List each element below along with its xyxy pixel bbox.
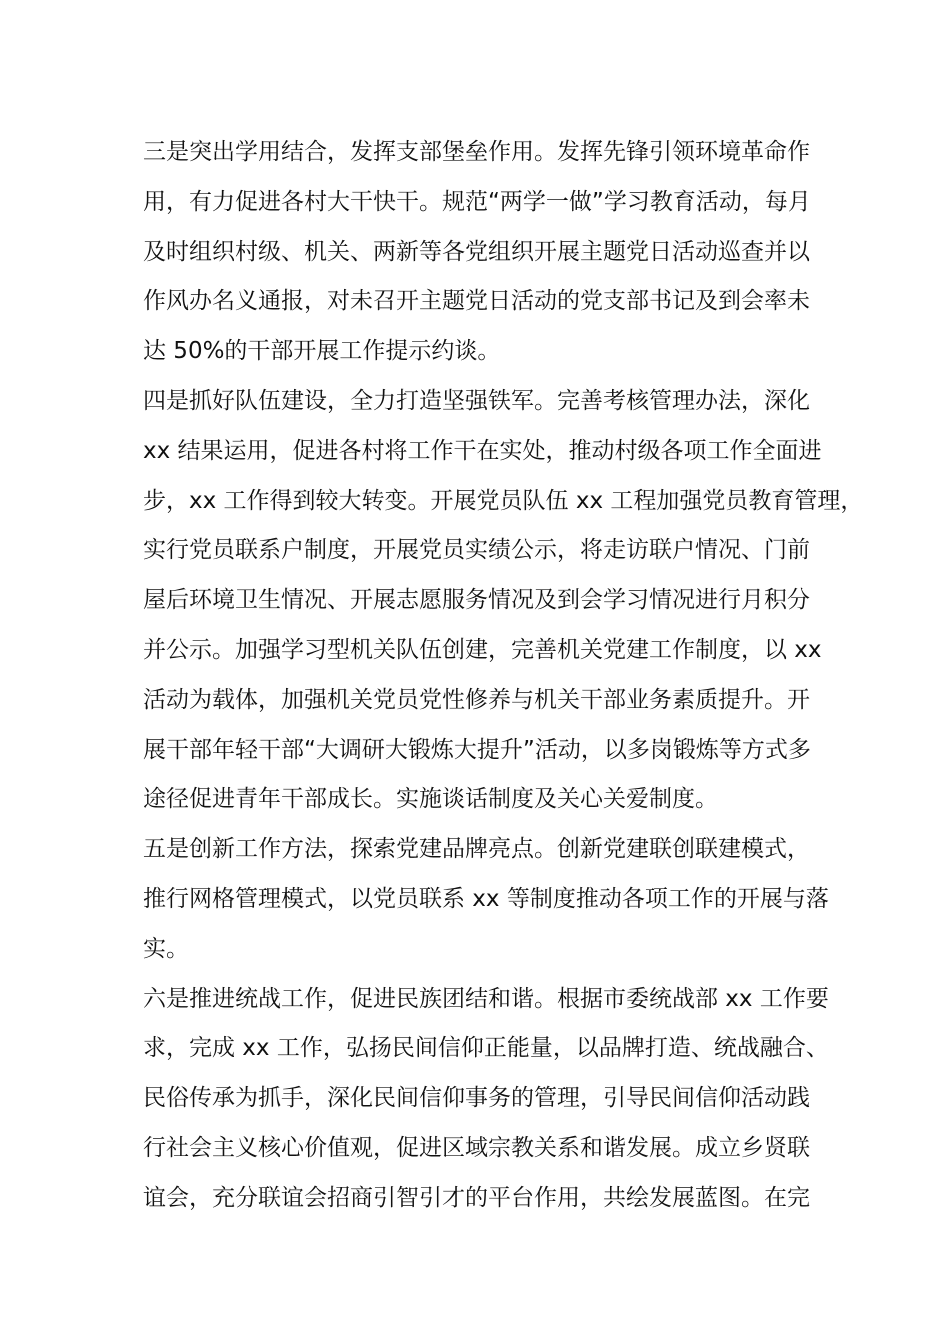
text-line: 途径促进青年干部成长。实施谈话制度及关心关爱制度。 (143, 786, 718, 813)
paragraph-united-front (143, 975, 829, 1224)
text-line: 屋后环境卫生情况、开展志愿服务情况及到会学习情况进行月积分 (143, 587, 810, 614)
text-line: 用，有力促进各村大干快干。规范“两学一做”学习教育活动，每月 (143, 188, 811, 215)
text-line: 并公示。加强学习型机关队伍创建，完善机关党建工作制度，以 xx (143, 636, 822, 663)
text-line: 四是抓好队伍建设，全力打造坚强铁军。完善考核管理办法，深化 (143, 387, 810, 414)
text-line: 活动为载体，加强机关党员党性修养与机关干部业务素质提升。开 (143, 686, 810, 713)
text-line: 求，完成 xx 工作，弘扬民间信仰正能量，以品牌打造、统战融合、 (143, 1035, 829, 1062)
paragraph-innovation (143, 825, 829, 974)
text-line: xx 结果运用，促进各村将工作干在实处，推动村级各项工作全面进 (143, 437, 822, 464)
text-line: 五是创新工作方法，探索党建品牌亮点。创新党建联创联建模式， (143, 836, 810, 863)
text-line: 谊会，充分联谊会招商引智引才的平台作用，共绘发展蓝图。在完 (143, 1184, 810, 1211)
text-line: 实行党员联系户制度，开展党员实绩公示，将走访联户情况、门前 (143, 537, 810, 564)
text-line: 推行网格管理模式，以党员联系 xx 等制度推动各项工作的开展与落 (143, 885, 829, 912)
text-line: 实。 (143, 935, 189, 962)
text-line: 步，xx 工作得到较大转变。开展党员队伍 xx 工程加强党员教育管理， (143, 487, 864, 514)
text-line: 民俗传承为抓手，深化民间信仰事务的管理，引导民间信仰活动践 (143, 1085, 810, 1112)
paragraph-team-building (143, 377, 864, 825)
text-line: 作风办名义通报，对未召开主题党日活动的党支部书记及到会率未 (143, 288, 810, 315)
text-line: 六是推进统战工作，促进民族团结和谐。根据市委统战部 xx 工作要 (143, 985, 829, 1012)
text-line: 行社会主义核心价值观，促进区域宗教关系和谐发展。成立乡贤联 (143, 1134, 810, 1161)
paragraph-study-application (143, 128, 823, 377)
text-line: 及时组织村级、机关、两新等各党组织开展主题党日活动巡查并以 (143, 238, 810, 265)
document-body (143, 128, 864, 1224)
text-line: 达 50%的干部开展工作提示约谈。 (143, 338, 501, 365)
text-line: 三是突出学用结合，发挥支部堡垒作用。发挥先锋引领环境革命作 (143, 139, 810, 165)
text-line: 展干部年轻干部“大调研大锻炼大提升”活动，以多岗锻炼等方式多 (143, 736, 811, 763)
